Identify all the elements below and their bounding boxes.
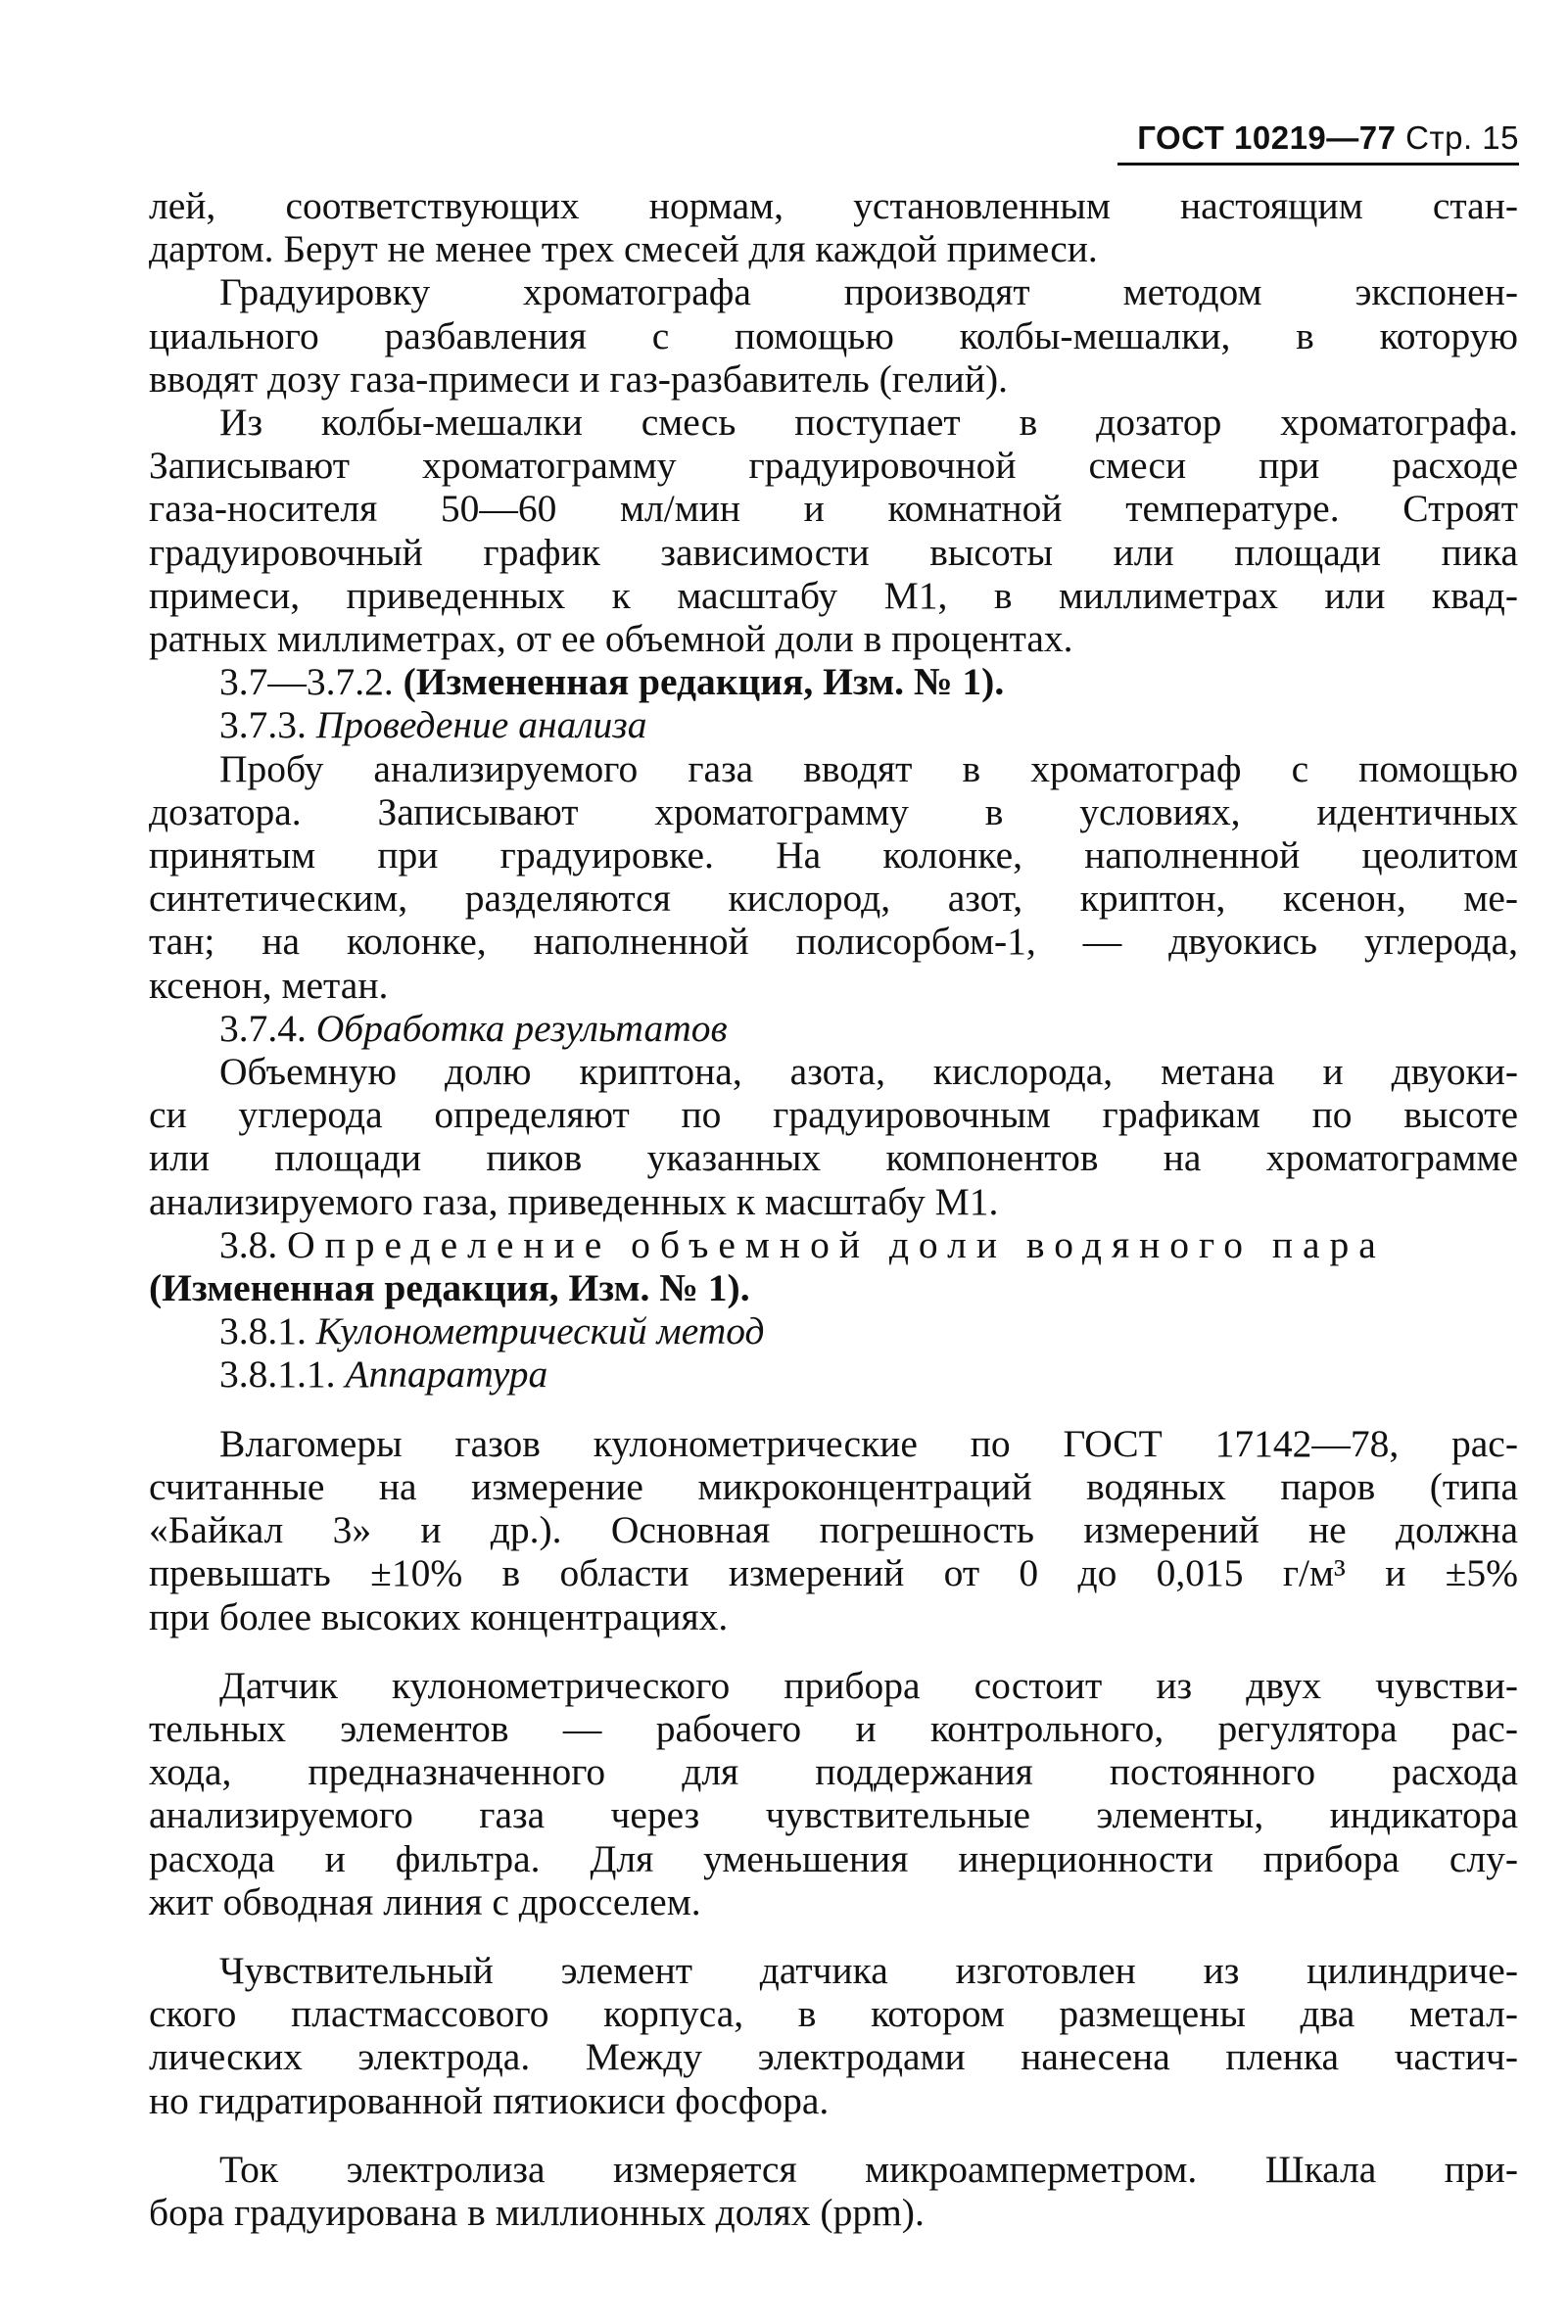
- section-title: Аппаратура: [345, 1352, 548, 1397]
- text-line: бора градуирована в миллионных долях (ppm).: [149, 2190, 925, 2234]
- section-number: 3.8.1.1.: [219, 1352, 336, 1397]
- text-line: дозатора. Записывают хроматограмму в условиях, идентичных: [149, 789, 1518, 833]
- paragraph-6: [149, 1422, 1518, 1638]
- section-3-8-heading: [149, 1223, 1518, 1266]
- text-line: анализируемого газа через чувствительные элементы, индикатора: [149, 1793, 1518, 1837]
- paragraph-8: [149, 1949, 1518, 2122]
- section-title: Обработка результатов: [315, 1006, 728, 1050]
- text-line: или площади пиков указанных компонентов на хроматограмме: [149, 1136, 1518, 1180]
- section-number: 3.8.1.: [219, 1309, 307, 1353]
- text-line: Пробу анализируемого газа вводят в хроматограф с помощью: [219, 746, 1518, 790]
- paragraph-3: [149, 401, 1518, 660]
- page-header: [1117, 119, 1519, 166]
- text-line: считанные на измерение микроконцентраций водяных паров (типа: [149, 1464, 1518, 1508]
- text-line: Объемную долю криптона, азота, кислорода, метана и двуоки-: [219, 1050, 1518, 1094]
- amendment-note: (Измененная редакция, Изм. № 1).: [403, 660, 1005, 704]
- text-line: Чувствительный элемент датчика изготовлен из цилиндриче-: [219, 1948, 1518, 1992]
- text-line: расхода и фильтра. Для уменьшения инерционности прибора слу-: [149, 1836, 1518, 1880]
- section-number: 3.7—3.7.2.: [219, 660, 394, 704]
- text-line: Из колбы-мешалки смесь поступает в дозатор хроматографа.: [219, 401, 1518, 445]
- section-3-7-3-heading: [149, 703, 1518, 746]
- paragraph-5: [149, 1050, 1518, 1223]
- text-line: анализируемого газа, приведенных к масштабу М1.: [149, 1179, 999, 1223]
- text-line: лических электрода. Между электродами нанесена пленка частич-: [149, 2035, 1518, 2079]
- text-line: Датчик кулонометрического прибора состоит из двух чувстви-: [219, 1663, 1518, 1707]
- text-line: Ток электролиза измеряется микроамперметром. Шкала при-: [219, 2147, 1518, 2191]
- section-3-7-note: [149, 660, 1518, 703]
- text-line: лей, соответствующих нормам, установленным настоящим стан-: [149, 184, 1518, 227]
- text-line: Градуировку хроматографа производят методом экспонен-: [219, 270, 1518, 314]
- text-line: но гидратированной пятиокиси фосфора.: [149, 2078, 830, 2122]
- text-line: тельных элементов — рабочего и контрольного, регулятора рас-: [149, 1706, 1518, 1750]
- text-line: «Байкал 3» и др.). Основная погрешность измерений не должна: [149, 1508, 1518, 1552]
- amendment-note: (Измененная редакция, Изм. № 1).: [149, 1266, 750, 1310]
- section-number: 3.7.3.: [219, 703, 307, 747]
- section-title: Кулонометрический метод: [315, 1309, 765, 1353]
- text-line: ского пластмассового корпуса, в котором размещены два метал-: [149, 1992, 1518, 2036]
- text-line: хода, предназначенного для поддержания постоянного расхода: [149, 1750, 1518, 1794]
- text-line: жит обводная линия с дросселем.: [149, 1879, 701, 1923]
- text-line: примеси, приведенных к масштабу М1, в миллиметрах или квад-: [149, 573, 1518, 617]
- text-line: при более высоких концентрациях.: [149, 1594, 729, 1638]
- section-3-8-note: [149, 1266, 1518, 1309]
- text-line: Записывают хроматограмму градуировочной смеси при расходе: [149, 444, 1518, 488]
- text-line: ксенон, метан.: [149, 963, 389, 1007]
- text-line: газа-носителя 50—60 мл/мин и комнатной температуре. Строят: [149, 487, 1518, 531]
- section-title: Определение объемной доли водяного пара: [287, 1222, 1386, 1266]
- standard-number: ГОСТ 10219—77: [1137, 119, 1397, 156]
- page-number: Стр. 15: [1405, 119, 1519, 156]
- section-number: 3.8.: [219, 1222, 278, 1266]
- paragraph-2: [149, 270, 1518, 401]
- section-3-8-1-1-heading: [149, 1352, 1518, 1396]
- paragraph-4: [149, 747, 1518, 1007]
- paragraph-7: [149, 1664, 1518, 1923]
- text-line: ратных миллиметрах, от ее объемной доли в процентах.: [149, 617, 1073, 661]
- text-line: циального разбавления с помощью колбы-мешалки, в которую: [149, 313, 1518, 357]
- text-line: дартом. Берут не менее трех смесей для каждой примеси.: [149, 227, 1098, 271]
- section-number: 3.7.4.: [219, 1006, 307, 1050]
- text-line: тан; на колонке, наполненной полисорбом-1, — двуокись углерода,: [149, 920, 1518, 964]
- text-line: си углерода определяют по градуировочным графикам по высоте: [149, 1093, 1518, 1137]
- paragraph-1: [149, 184, 1518, 270]
- section-title: Проведение анализа: [315, 703, 647, 747]
- section-3-8-1-heading: [149, 1309, 1518, 1352]
- text-line: превышать ±10% в области измерений от 0 до 0,015 г/м³ и ±5%: [149, 1551, 1518, 1595]
- text-line: градуировочный график зависимости высоты или площади пика: [149, 530, 1518, 574]
- text-line: принятым при градуировке. На колонке, наполненной цеолитом: [149, 833, 1518, 877]
- section-3-7-4-heading: [149, 1007, 1518, 1050]
- text-line: Влагомеры газов кулонометрические по ГОСТ 17142—78, рас-: [219, 1421, 1518, 1465]
- document-body: [149, 184, 1518, 2234]
- paragraph-9: [149, 2148, 1518, 2234]
- text-line: синтетическим, разделяются кислород, азот, криптон, ксенон, ме-: [149, 877, 1518, 921]
- text-line: вводят дозу газа-примеси и газ-разбавитель (гелий).: [149, 356, 1008, 401]
